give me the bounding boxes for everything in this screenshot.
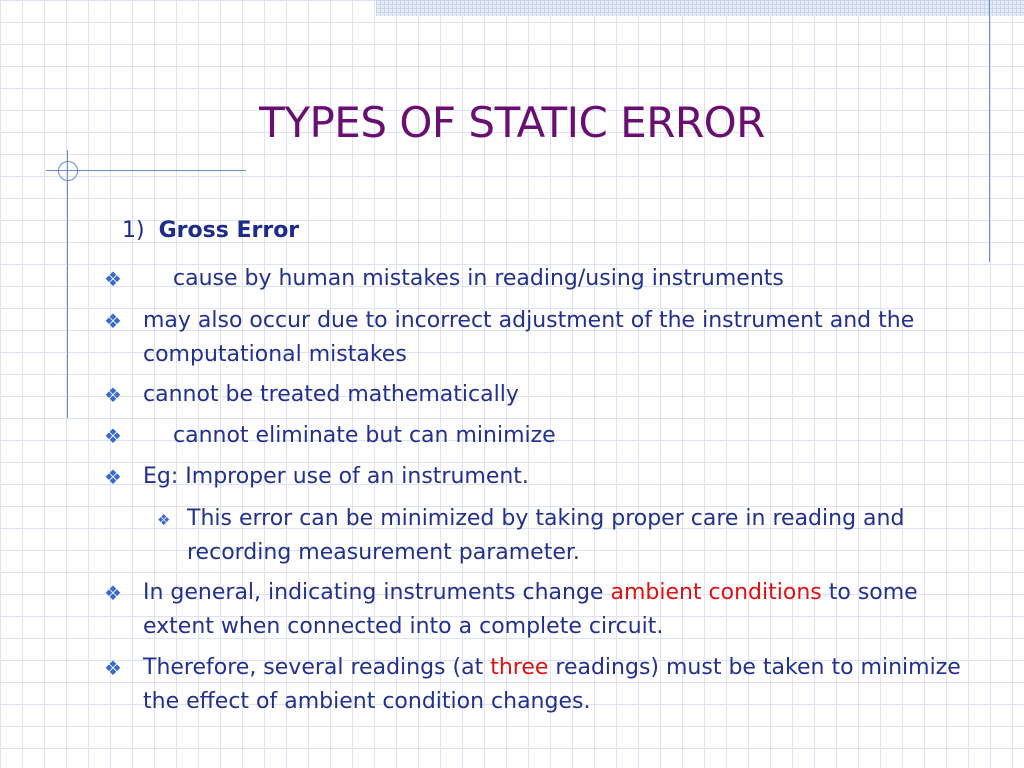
bullet-text-part: readings) must be taken to minimize the effect of ambient condition changes.: [143, 655, 961, 714]
highlighted-text: three: [490, 655, 549, 680]
bullet-text: cannot eliminate but can minimize: [173, 423, 556, 448]
diamond-bullet-icon: ❖: [104, 465, 122, 489]
bullet-text: [143, 576, 963, 644]
subheading-number: 1): [122, 218, 145, 243]
bullet-text: may also occur due to incorrect adjustment of the instrument and the computational mistakes: [143, 308, 915, 367]
bullet-text-part: Therefore, several readings (at: [143, 655, 491, 680]
diamond-bullet-icon: ❖: [104, 383, 122, 407]
bullet-text: [143, 651, 963, 719]
diamond-bullet-icon: ❖: [104, 267, 122, 291]
bullet-text-part: In general, indicating instruments change: [143, 580, 611, 605]
slide-title: TYPES OF STATIC ERROR: [259, 98, 765, 147]
bullet-text: Eg: Improper use of an instrument.: [143, 464, 529, 489]
subheading: [122, 218, 299, 243]
subheading-label: Gross Error: [158, 218, 300, 243]
decorative-vertical-line-left: [67, 150, 68, 418]
diamond-bullet-icon: ❖: [104, 656, 122, 680]
diamond-bullet-icon: ❖: [104, 424, 122, 448]
small-diamond-bullet-icon: ❖: [157, 511, 171, 529]
bullet-text: cause by human mistakes in reading/using instruments: [173, 266, 784, 291]
diamond-bullet-icon: ❖: [104, 581, 122, 605]
diamond-bullet-icon: ❖: [104, 309, 122, 333]
sub-bullet-text: This error can be minimized by taking proper care in reading and recording measurement parameter.: [187, 506, 905, 565]
highlighted-text: ambient conditions: [610, 580, 822, 605]
decorative-top-band: [376, 0, 1024, 16]
decorative-circle: [58, 161, 78, 181]
bullet-text: cannot be treated mathematically: [143, 382, 519, 407]
bullet-text-part: to some extent when connected into a complete circuit.: [143, 580, 918, 639]
